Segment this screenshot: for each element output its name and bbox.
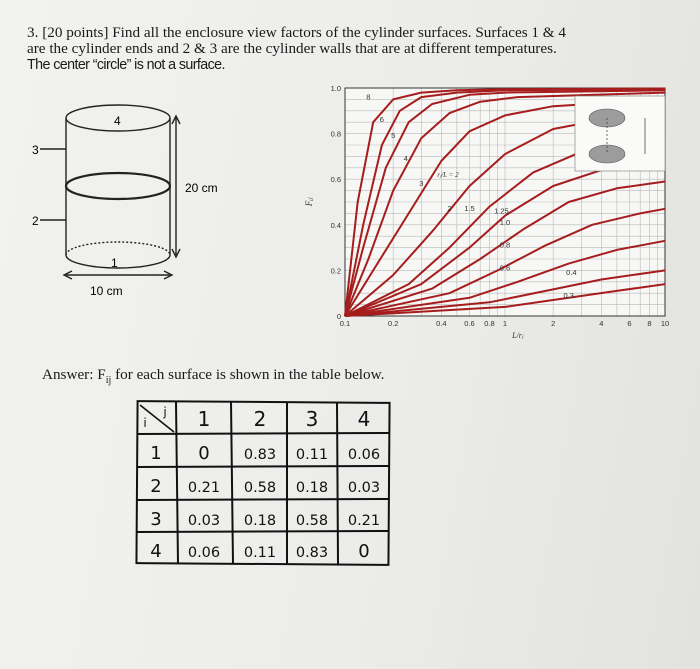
series-label: 1.25 [494, 206, 509, 216]
row-header: 1 [150, 443, 162, 464]
x-tick-label: 6 [627, 319, 632, 328]
column-header: 1 [197, 407, 211, 431]
y-axis-label: Fᵢⱼ [304, 197, 314, 207]
diameter-label: 10 cm [90, 284, 123, 298]
answer-rest: for each surface is shown in the table below. [111, 366, 385, 383]
series-label: 3 [419, 179, 424, 189]
problem-line-1: 3. [20 points] Find all the enclosure view factors of the cylinder surfaces. Surfaces 1 & 4 [27, 24, 567, 41]
x-tick-label: 2 [551, 319, 556, 328]
problem-line-3: The center “circle” is not a surface. [27, 57, 225, 73]
y-tick-label: 0 [336, 312, 341, 321]
problem-statement [27, 25, 667, 73]
surface-label-4: 4 [114, 114, 121, 128]
table-cell: 0.18 [295, 480, 329, 496]
problem-line-2: are the cylinder ends and 2 & 3 are the cylinder walls that are at different temperatures. [27, 40, 557, 57]
series-label: 8 [366, 92, 371, 102]
table-cell: 0.83 [243, 447, 277, 463]
table-cell: 0.18 [243, 513, 277, 529]
table-cell: 0.21 [187, 480, 221, 496]
x-tick-label: 4 [599, 319, 604, 328]
x-tick-label: 10 [660, 319, 670, 328]
row-header: 2 [150, 476, 162, 497]
table-cell: 0.03 [347, 480, 381, 496]
corner-col-label: j [163, 405, 167, 419]
y-tick-label: 0.4 [330, 220, 341, 230]
handwritten-table [134, 400, 394, 568]
x-tick-label: 0.6 [464, 319, 475, 328]
x-tick-label: 0.8 [484, 319, 495, 328]
table-cell: 0.58 [295, 513, 329, 529]
table-cell: 0.11 [243, 545, 277, 561]
series-label: 1.0 [499, 217, 511, 227]
series-label: 1.5 [464, 204, 475, 214]
y-tick-label: 0.6 [330, 175, 341, 185]
series-label: 0.6 [499, 263, 511, 273]
series-label: 4 [403, 153, 408, 163]
surface-label-1: 1 [111, 256, 118, 270]
series-label: 0.3 [563, 290, 574, 300]
answer-subscript: ij [105, 375, 112, 387]
table-cell: 0.83 [295, 545, 329, 561]
x-tick-label: 0.1 [339, 319, 351, 328]
cylinder-figure [28, 100, 328, 310]
y-tick-label: 0.2 [330, 266, 341, 276]
row-header: 4 [150, 541, 162, 562]
answer-text: Answer: F [42, 366, 106, 383]
table-cell: 0 [358, 541, 370, 562]
x-tick-label: 1 [502, 319, 508, 328]
row-header: 3 [150, 509, 162, 530]
x-tick-label: 0.4 [436, 319, 447, 328]
view-factor-chart-svg [300, 78, 695, 348]
series-label: 2 [447, 204, 452, 214]
table-cell: 0.06 [347, 447, 381, 463]
table-cell: 0.11 [295, 447, 329, 463]
series-label: 0.4 [566, 267, 577, 277]
middle-circle [66, 173, 170, 199]
series-label: 6 [379, 115, 384, 125]
height-label: 20 cm [185, 181, 218, 195]
x-tick-label: 8 [647, 319, 652, 328]
x-tick-label: 0.2 [387, 319, 399, 328]
view-factor-chart [300, 78, 695, 348]
column-header: 3 [305, 407, 319, 431]
series-label: 5 [391, 131, 396, 141]
x-axis-label: L/rⱼ [512, 331, 524, 340]
y-tick-label: 1.0 [330, 84, 341, 93]
corner-row-label: i [143, 416, 147, 430]
answer-line [42, 366, 384, 386]
table-cell: 0.58 [243, 480, 277, 496]
table-cell: 0.06 [187, 545, 221, 561]
table-cell: 0.03 [187, 513, 221, 529]
series-label: 0.8 [499, 240, 511, 250]
surface-label-2: 2 [32, 214, 39, 228]
column-header: 4 [357, 407, 371, 431]
table-cell: 0.21 [347, 513, 381, 529]
column-header: 2 [253, 407, 267, 431]
surface-label-3: 3 [32, 143, 39, 157]
y-tick-label: 0.8 [330, 129, 341, 139]
table-cell: 0 [198, 443, 210, 464]
curve-parameter-label: rⱼ/L = 2 [437, 170, 459, 179]
